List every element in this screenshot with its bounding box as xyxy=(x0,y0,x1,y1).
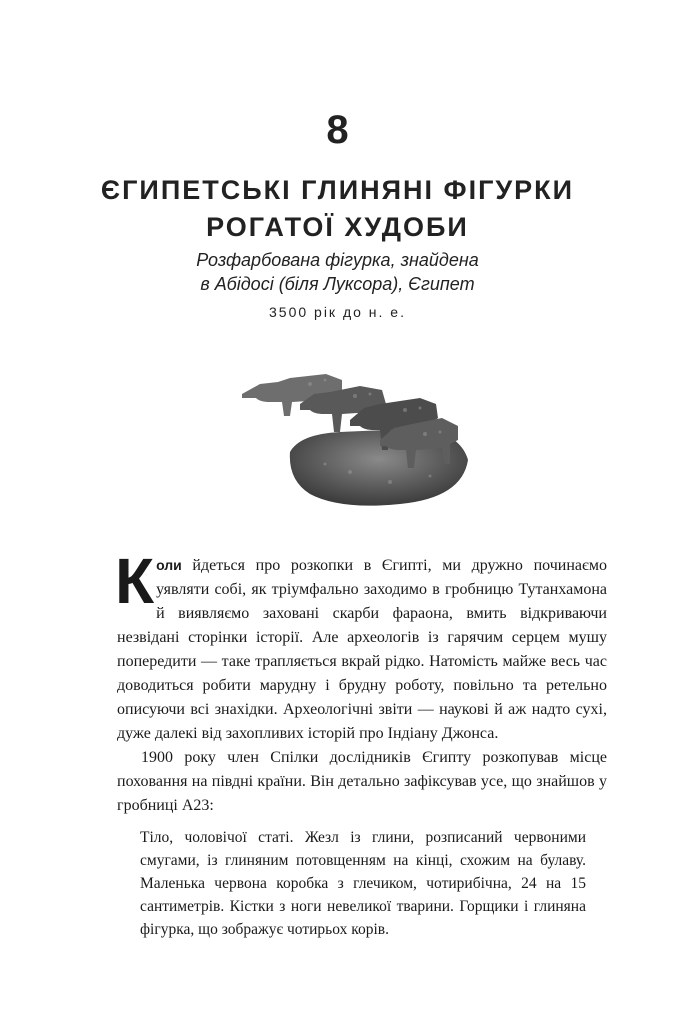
chapter-title xyxy=(0,172,675,246)
paragraph-1 xyxy=(115,545,607,746)
chapter-subtitle xyxy=(0,248,675,296)
main-text xyxy=(115,545,607,818)
cattle-figurine-photo xyxy=(230,352,470,512)
chapter-number: 8 xyxy=(326,108,349,152)
chapter-title-line-1: ЄГИПЕТСЬКІ ГЛИНЯНІ ФІГУРКИ xyxy=(100,175,575,205)
lead-word: оли xyxy=(156,557,182,573)
paragraph-1-text: йдеться про розкопки в Єгипті, ми дружно починаємо уявляти собі, як тріумфально заходимо в гробницю Тутанхамона й виявляємо заховані скарби фараона, вмить відкриваючи незвідані сторінки історії. Але археологів із гарячим серцем мушу попередити — таке трапляється вкрай рідко. Натомість майже весь час доводиться робити марудну і брудну роботу, повільно та ретельно описуючи всі знахідки. Археологічні звіти — наукові й аж надто сухі, дуже далекі від захопливих історій про Індіану Джонса. xyxy=(117,557,607,742)
drop-cap: К xyxy=(115,545,155,617)
block-quote: Тіло, чоловічої статі. Жезл із глини, розписаний червоними смугами, із глиняним потовщенням на кінці, схожим на булаву. Маленька червона коробка з глечиком, чотирибічна, 24 на 15 сантиметрів. Кістки з ноги невеликої тварини. Горщики і глиняна фігурка, що зображує чотирьох корів. xyxy=(140,829,586,938)
chapter-title-line-2: РОГАТОЇ ХУДОБИ xyxy=(206,212,469,242)
paragraph-2: 1900 року член Спілки дослідників Єгипту розкопував місце поховання на півдні країни. Він детально зафіксував усе, що знайшов у гробниці А23: xyxy=(117,749,607,814)
subtitle-line-1: Розфарбована фігурка, знайдена xyxy=(196,250,479,270)
chapter-date: 3500 рік до н. е. xyxy=(269,304,406,320)
subtitle-line-2: в Абідосі (біля Луксора), Єгипет xyxy=(200,274,475,294)
